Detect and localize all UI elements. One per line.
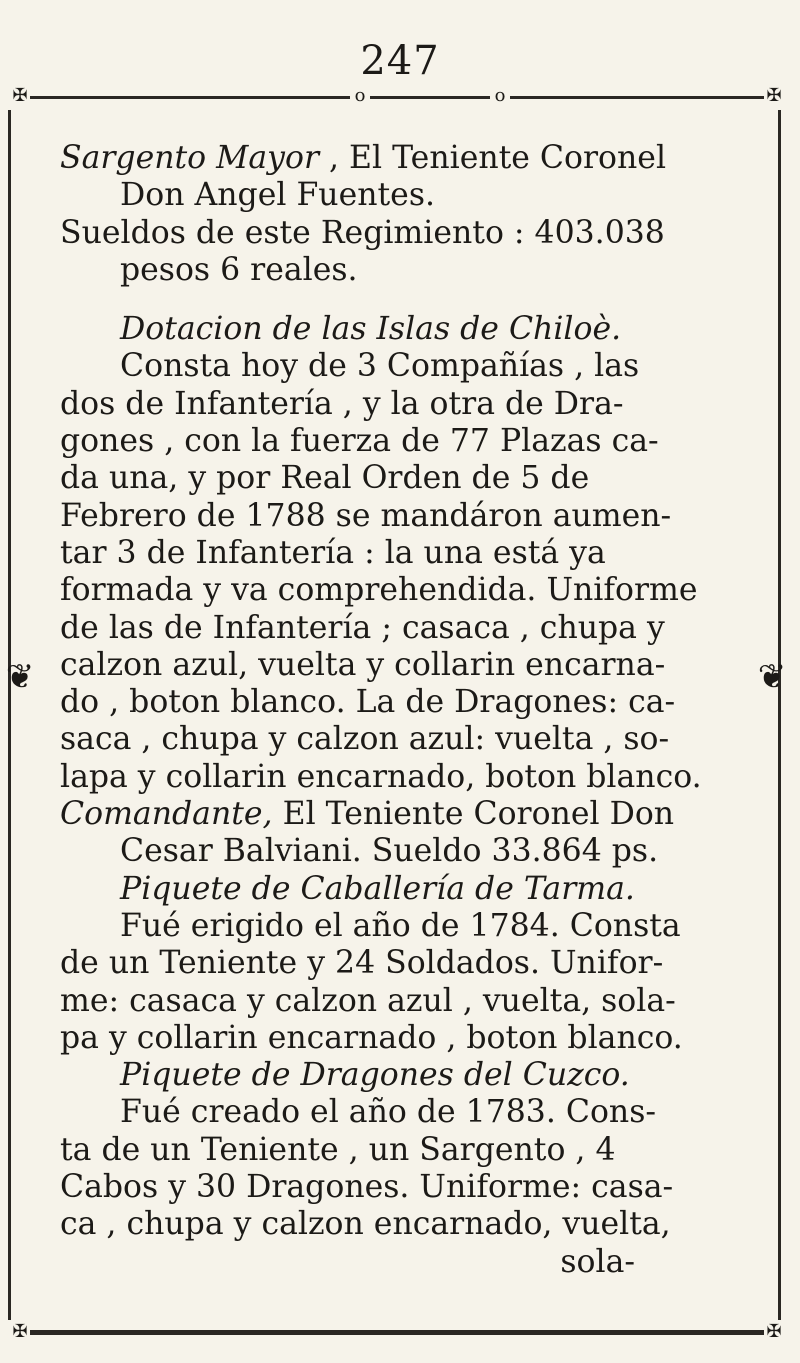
text-line: pesos 6 reales. [120, 251, 358, 288]
text-line: pa y collarin encarnado , boton blanco. [60, 1019, 683, 1056]
text-line: Fué creado el año de 1783. Cons- [120, 1094, 657, 1131]
text-line: de un Teniente y 24 Soldados. Unifor- [60, 945, 664, 982]
text-line: Sargento Mayor , El Teniente Coronel [60, 140, 667, 176]
rule-knot-icon: o [490, 86, 510, 106]
text-line: Sueldos de este Regimiento : 403.038 [60, 214, 665, 251]
text-line: Consta hoy de 3 Compañías , las [120, 348, 640, 385]
side-ornament-icon: ❦ [757, 657, 787, 697]
corner-ornament-icon: ✠ [10, 86, 30, 106]
page-body [60, 140, 735, 1281]
corner-ornament-icon: ✠ [10, 1322, 30, 1342]
text-line: Febrero de 1788 se mandáron aumen- [60, 497, 672, 534]
corner-ornament-icon: ✠ [764, 1322, 784, 1342]
text-line: me: casaca y calzon azul , vuelta, sola- [60, 982, 676, 1019]
text-line: gones , con la fuerza de 77 Plazas ca- [60, 423, 659, 460]
side-ornament-icon: ❦ [5, 657, 35, 697]
commander-label: Comandante, [60, 796, 273, 833]
section-heading: Piquete de Dragones del Cuzco. [120, 1057, 630, 1094]
text-line: Cesar Balviani. Sueldo 33.864 ps. [120, 833, 659, 870]
catchword: sola- [560, 1243, 635, 1280]
page-number: 247 [360, 38, 440, 84]
text-line: Fué erigido el año de 1784. Consta [120, 907, 681, 944]
text-line: de las de Infantería ; casaca , chupa y [60, 609, 665, 646]
rule-knot-icon: o [350, 86, 370, 106]
text-line: da una, y por Real Orden de 5 de [60, 460, 590, 497]
text-line: lapa y collarin encarnado, boton blanco. [60, 758, 702, 795]
text-line: do , boton blanco. La de Dragones: ca- [60, 684, 676, 721]
text-line: dos de Infantería , y la otra de Dra- [60, 385, 624, 422]
text-line: Comandante, El Teniente Coronel Don [60, 796, 675, 833]
text-line: formada y va comprehendida. Uniforme [60, 572, 698, 609]
right-border-line [778, 110, 781, 1320]
text-line: saca , chupa y calzon azul: vuelta , so- [60, 721, 670, 758]
heading-italic: Sargento Mayor [60, 140, 319, 176]
left-border-line [8, 110, 11, 1320]
text-line: calzon azul, vuelta y collarin encarna- [60, 646, 666, 683]
text-line: Don Angel Fuentes. [120, 177, 435, 214]
text-line: ca , chupa y calzon encarnado, vuelta, [60, 1206, 671, 1243]
bottom-border-rule [18, 1330, 768, 1335]
text-line: tar 3 de Infantería : la una está ya [60, 534, 606, 571]
section-heading: Dotacion de las Islas de Chiloè. [120, 311, 622, 348]
text-line: ta de un Teniente , un Sargento , 4 [60, 1131, 616, 1168]
spacer [60, 289, 735, 311]
corner-ornament-icon: ✠ [764, 86, 784, 106]
top-border-rule [18, 96, 768, 99]
section-heading: Piquete de Caballería de Tarma. [120, 870, 635, 907]
text-line: Cabos y 30 Dragones. Uniforme: casa- [60, 1169, 674, 1206]
